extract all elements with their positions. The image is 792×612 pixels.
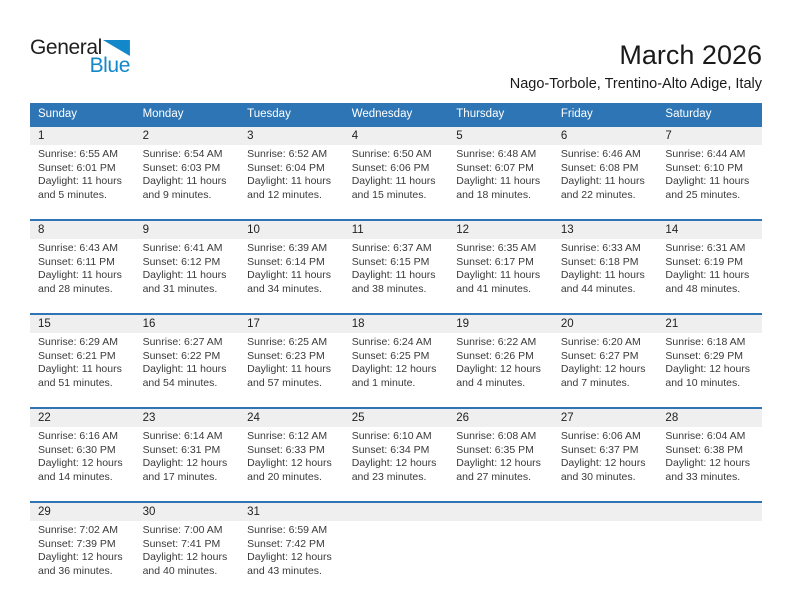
day-cell <box>30 242 135 313</box>
sunrise-text: Sunrise: 6:29 AM <box>38 336 118 348</box>
day-cell <box>135 524 240 595</box>
week-row <box>30 407 762 501</box>
day-details-band <box>30 521 762 595</box>
sunset-text: Sunset: 6:22 PM <box>142 349 221 362</box>
day-number: 14 <box>665 224 679 236</box>
general-blue-logo <box>30 37 130 76</box>
sunset-text: Sunset: 6:19 PM <box>665 255 744 268</box>
day-number-band <box>30 315 762 333</box>
day-number: 7 <box>665 130 672 142</box>
day-cell <box>553 148 658 219</box>
day-cell <box>239 336 344 407</box>
sunrise-text: Sunrise: 6:43 AM <box>38 242 118 254</box>
daylight-text-line1: Daylight: 11 hours <box>456 175 541 188</box>
daylight-text-line2: and 20 minutes. <box>247 470 322 483</box>
day-number: 3 <box>247 130 254 142</box>
sunrise-text: Sunrise: 6:04 AM <box>665 430 746 442</box>
calendar-weeks <box>30 125 762 595</box>
day-number: 17 <box>247 318 260 330</box>
daylight-text-line2: and 30 minutes. <box>560 470 636 483</box>
day-cell <box>239 148 344 219</box>
day-number: 20 <box>560 318 574 330</box>
day-number-band <box>30 221 762 239</box>
day-number-band <box>30 409 762 427</box>
day-cell <box>448 336 553 407</box>
sunrise-text: Sunrise: 6:55 AM <box>38 148 118 160</box>
sunset-text: Sunset: 6:27 PM <box>560 349 639 362</box>
day-number-band <box>30 127 762 145</box>
sunrise-text: Sunrise: 7:00 AM <box>142 524 223 536</box>
sunset-text: Sunset: 6:23 PM <box>247 349 325 362</box>
day-number-band <box>30 503 762 521</box>
daylight-text-line1: Daylight: 12 hours <box>142 551 228 564</box>
weekday-header: Tuesday <box>247 108 291 120</box>
logo-text-blue: Blue <box>89 54 130 77</box>
daylight-text-line1: Daylight: 12 hours <box>456 363 541 376</box>
day-number: 16 <box>142 318 156 330</box>
month-title: March 2026 <box>619 40 762 70</box>
day-cell <box>553 430 658 501</box>
sunset-text: Sunset: 7:42 PM <box>247 537 325 550</box>
daylight-text-line1: Daylight: 12 hours <box>38 457 123 470</box>
day-number: 2 <box>142 130 149 142</box>
day-number: 26 <box>456 412 470 424</box>
sunset-text: Sunset: 6:25 PM <box>351 349 430 362</box>
weekday-header: Thursday <box>456 108 505 120</box>
daylight-text-line2: and 12 minutes. <box>247 188 322 201</box>
daylight-text-line2: and 23 minutes. <box>351 470 427 483</box>
day-number: 22 <box>38 412 51 424</box>
day-number: 27 <box>560 412 574 424</box>
sunrise-text: Sunrise: 6:37 AM <box>351 242 432 254</box>
weekday-header: Sunday <box>38 108 78 120</box>
sunset-text: Sunset: 6:06 PM <box>351 161 430 174</box>
sunrise-text: Sunrise: 6:46 AM <box>560 148 641 160</box>
sunset-text: Sunset: 6:34 PM <box>351 443 430 456</box>
sunrise-text: Sunrise: 6:48 AM <box>456 148 537 160</box>
sunset-text: Sunset: 6:11 PM <box>38 255 115 268</box>
sunrise-text: Sunrise: 6:24 AM <box>351 336 432 348</box>
daylight-text-line1: Daylight: 11 hours <box>247 363 331 376</box>
daylight-text-line1: Daylight: 12 hours <box>351 457 437 470</box>
sunset-text: Sunset: 7:39 PM <box>38 537 116 550</box>
day-cell <box>239 242 344 313</box>
daylight-text-line1: Daylight: 12 hours <box>38 551 123 564</box>
sunrise-text: Sunrise: 6:10 AM <box>351 430 432 442</box>
day-cell <box>657 148 762 219</box>
sunset-text: Sunset: 6:12 PM <box>142 255 221 268</box>
sunset-text: Sunset: 6:08 PM <box>560 161 639 174</box>
day-cell <box>344 336 449 407</box>
day-number <box>657 503 762 522</box>
day-cell <box>30 148 135 219</box>
sunset-text: Sunset: 6:07 PM <box>456 161 534 174</box>
daylight-text-line2: and 41 minutes. <box>456 282 531 295</box>
day-cell <box>553 524 658 595</box>
daylight-text-line2: and 18 minutes. <box>456 188 531 201</box>
daylight-text-line1: Daylight: 11 hours <box>247 175 331 188</box>
location-subtitle: Nago-Torbole, Trentino-Alto Adige, Italy <box>509 76 762 92</box>
daylight-text-line1: Daylight: 11 hours <box>142 175 227 188</box>
day-cell <box>657 242 762 313</box>
daylight-text-line1: Daylight: 12 hours <box>560 363 646 376</box>
sunrise-text: Sunrise: 6:54 AM <box>142 148 223 160</box>
sunset-text: Sunset: 6:10 PM <box>665 161 744 174</box>
sunrise-text: Sunrise: 6:39 AM <box>247 242 328 254</box>
daylight-text-line1: Daylight: 12 hours <box>456 457 541 470</box>
sunset-text: Sunset: 6:21 PM <box>38 349 116 362</box>
calendar-table <box>30 103 762 595</box>
sunrise-text: Sunrise: 6:22 AM <box>456 336 537 348</box>
day-cell <box>30 336 135 407</box>
sunset-text: Sunset: 6:14 PM <box>247 255 325 268</box>
day-cell <box>657 524 762 595</box>
day-details-band <box>30 239 762 313</box>
sunrise-text: Sunrise: 6:12 AM <box>247 430 328 442</box>
daylight-text-line2: and 31 minutes. <box>142 282 218 295</box>
daylight-text-line2: and 14 minutes. <box>38 470 113 483</box>
day-cell <box>135 336 240 407</box>
sunrise-text: Sunrise: 6:31 AM <box>665 242 746 254</box>
weekday-header: Monday <box>142 108 184 120</box>
sunset-text: Sunset: 6:01 PM <box>38 161 116 174</box>
week-row <box>30 219 762 313</box>
daylight-text-line2: and 38 minutes. <box>351 282 427 295</box>
daylight-text-line2: and 44 minutes. <box>560 282 636 295</box>
daylight-text-line2: and 34 minutes. <box>247 282 322 295</box>
daylight-text-line2: and 25 minutes. <box>665 188 741 201</box>
sunrise-text: Sunrise: 6:27 AM <box>142 336 223 348</box>
day-details-band <box>30 333 762 407</box>
daylight-text-line1: Daylight: 12 hours <box>665 363 751 376</box>
sunrise-text: Sunrise: 6:14 AM <box>142 430 223 442</box>
weekday-header: Friday <box>560 108 593 120</box>
day-number: 8 <box>38 224 45 236</box>
day-number: 31 <box>247 506 260 518</box>
sunset-text: Sunset: 6:29 PM <box>665 349 744 362</box>
sunset-text: Sunset: 6:26 PM <box>456 349 534 362</box>
day-details-band <box>30 145 762 219</box>
daylight-text-line2: and 27 minutes. <box>456 470 531 483</box>
day-number: 9 <box>142 224 149 236</box>
daylight-text-line1: Daylight: 11 hours <box>38 269 122 282</box>
sunset-text: Sunset: 6:17 PM <box>456 255 534 268</box>
day-cell <box>135 148 240 219</box>
daylight-text-line2: and 43 minutes. <box>247 564 322 577</box>
sunrise-text: Sunrise: 6:33 AM <box>560 242 641 254</box>
day-number: 30 <box>142 506 156 518</box>
daylight-text-line2: and 54 minutes. <box>142 376 218 389</box>
day-cell <box>657 336 762 407</box>
day-cell <box>30 524 135 595</box>
sunrise-text: Sunrise: 6:16 AM <box>38 430 118 442</box>
day-cell <box>553 242 658 313</box>
sunset-text: Sunset: 7:41 PM <box>142 537 221 550</box>
sunset-text: Sunset: 6:18 PM <box>560 255 639 268</box>
day-number: 12 <box>456 224 470 236</box>
day-cell <box>239 430 344 501</box>
weekday-header-row <box>30 103 762 125</box>
day-number <box>553 503 658 522</box>
daylight-text-line1: Daylight: 11 hours <box>247 269 331 282</box>
week-row <box>30 501 762 595</box>
sunset-text: Sunset: 6:15 PM <box>351 255 430 268</box>
day-cell <box>553 336 658 407</box>
daylight-text-line2: and 22 minutes. <box>560 188 636 201</box>
daylight-text-line1: Daylight: 11 hours <box>351 269 436 282</box>
daylight-text-line2: and 7 minutes. <box>560 376 630 389</box>
daylight-text-line2: and 17 minutes. <box>142 470 218 483</box>
day-number: 25 <box>351 412 365 424</box>
daylight-text-line2: and 4 minutes. <box>456 376 526 389</box>
sunrise-text: Sunrise: 6:44 AM <box>665 148 746 160</box>
day-number: 4 <box>351 130 359 142</box>
logo-text-general: General <box>30 36 102 59</box>
daylight-text-line2: and 33 minutes. <box>665 470 741 483</box>
daylight-text-line1: Daylight: 11 hours <box>351 175 436 188</box>
daylight-text-line2: and 57 minutes. <box>247 376 322 389</box>
sunset-text: Sunset: 6:38 PM <box>665 443 744 456</box>
daylight-text-line1: Daylight: 12 hours <box>560 457 646 470</box>
daylight-text-line1: Daylight: 11 hours <box>38 175 122 188</box>
day-cell <box>448 242 553 313</box>
day-number: 24 <box>247 412 260 424</box>
day-number: 13 <box>560 224 574 236</box>
day-cell <box>30 430 135 501</box>
sunset-text: Sunset: 6:31 PM <box>142 443 221 456</box>
day-cell <box>344 242 449 313</box>
daylight-text-line1: Daylight: 11 hours <box>560 269 645 282</box>
daylight-text-line1: Daylight: 12 hours <box>142 457 228 470</box>
sunset-text: Sunset: 6:33 PM <box>247 443 325 456</box>
day-cell <box>344 524 449 595</box>
week-row <box>30 313 762 407</box>
sunrise-text: Sunrise: 6:18 AM <box>665 336 746 348</box>
daylight-text-line1: Daylight: 12 hours <box>665 457 751 470</box>
day-cell <box>657 430 762 501</box>
daylight-text-line2: and 51 minutes. <box>38 376 113 389</box>
day-cell <box>448 148 553 219</box>
week-row <box>30 125 762 219</box>
sunrise-text: Sunrise: 6:50 AM <box>351 148 432 160</box>
day-number: 19 <box>456 318 470 330</box>
daylight-text-line1: Daylight: 11 hours <box>560 175 645 188</box>
day-cell <box>135 242 240 313</box>
day-cell <box>448 524 553 595</box>
day-number <box>448 503 553 522</box>
sunset-text: Sunset: 6:35 PM <box>456 443 534 456</box>
sunset-text: Sunset: 6:03 PM <box>142 161 221 174</box>
daylight-text-line1: Daylight: 12 hours <box>247 551 332 564</box>
day-number: 15 <box>38 318 51 330</box>
day-cell <box>448 430 553 501</box>
day-number: 10 <box>247 224 260 236</box>
day-number: 29 <box>38 506 51 518</box>
sunrise-text: Sunrise: 6:25 AM <box>247 336 328 348</box>
day-number: 11 <box>351 224 364 236</box>
sunrise-text: Sunrise: 6:08 AM <box>456 430 537 442</box>
daylight-text-line2: and 9 minutes. <box>142 188 212 201</box>
day-number: 6 <box>560 130 568 142</box>
day-number: 21 <box>665 318 679 330</box>
weekday-header: Wednesday <box>351 108 413 120</box>
header-titles <box>510 40 762 93</box>
day-number <box>344 503 449 522</box>
daylight-text-line1: Daylight: 11 hours <box>665 269 750 282</box>
daylight-text-line2: and 40 minutes. <box>142 564 218 577</box>
daylight-text-line1: Daylight: 11 hours <box>38 363 122 376</box>
day-cell <box>239 524 344 595</box>
daylight-text-line2: and 10 minutes. <box>665 376 741 389</box>
daylight-text-line1: Daylight: 12 hours <box>247 457 332 470</box>
daylight-text-line2: and 28 minutes. <box>38 282 113 295</box>
daylight-text-line1: Daylight: 11 hours <box>142 269 227 282</box>
daylight-text-line2: and 1 minute. <box>351 376 416 389</box>
day-cell <box>344 430 449 501</box>
sunrise-text: Sunrise: 7:02 AM <box>38 524 118 536</box>
daylight-text-line2: and 48 minutes. <box>665 282 741 295</box>
sunset-text: Sunset: 6:37 PM <box>560 443 639 456</box>
daylight-text-line2: and 36 minutes. <box>38 564 113 577</box>
daylight-text-line1: Daylight: 12 hours <box>351 363 437 376</box>
day-number: 5 <box>456 130 463 142</box>
sunrise-text: Sunrise: 6:52 AM <box>247 148 328 160</box>
sunrise-text: Sunrise: 6:35 AM <box>456 242 537 254</box>
day-number: 18 <box>351 318 365 330</box>
daylight-text-line1: Daylight: 11 hours <box>665 175 750 188</box>
day-cell <box>344 148 449 219</box>
daylight-text-line2: and 5 minutes. <box>38 188 107 201</box>
sunrise-text: Sunrise: 6:06 AM <box>560 430 641 442</box>
daylight-text-line1: Daylight: 11 hours <box>142 363 227 376</box>
sunrise-text: Sunrise: 6:59 AM <box>247 524 328 536</box>
sunrise-text: Sunrise: 6:20 AM <box>560 336 641 348</box>
daylight-text-line2: and 15 minutes. <box>351 188 427 201</box>
day-number: 28 <box>665 412 679 424</box>
day-details-band <box>30 427 762 501</box>
sunrise-text: Sunrise: 6:41 AM <box>142 242 223 254</box>
daylight-text-line1: Daylight: 11 hours <box>456 269 541 282</box>
sunset-text: Sunset: 6:04 PM <box>247 161 325 174</box>
sunset-text: Sunset: 6:30 PM <box>38 443 116 456</box>
weekday-header: Saturday <box>665 108 712 120</box>
day-number: 23 <box>142 412 156 424</box>
day-number: 1 <box>38 130 45 142</box>
day-cell <box>135 430 240 501</box>
